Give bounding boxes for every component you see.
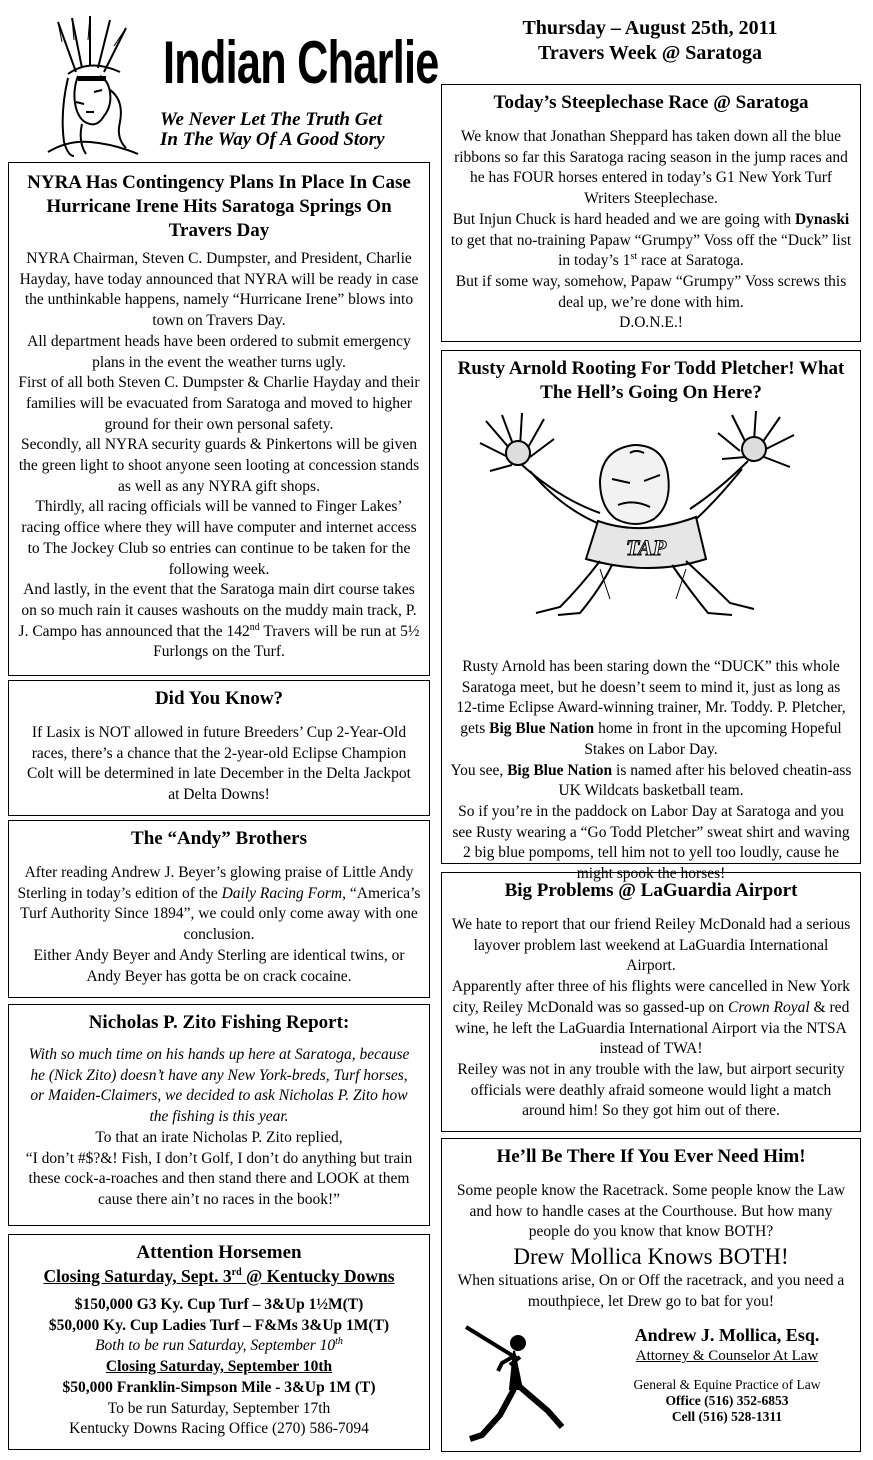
mollica-ad-body: Some people know the Racetrack. Some people know the Law and how to handle cases at the Courthouse. But how many people do you know that know BOTH? Drew Mollica Knows BOTH! When situations arise, On or Off the racetrack, and you need a mouthpiece, let Drew go to bat for you! — [450, 1181, 852, 1313]
run-date: To be run Saturday, September 17th — [107, 1399, 331, 1417]
nyra-paragraph: All department heads have been ordered to submit emergency plans in the event the weather turns ugly. — [27, 332, 411, 371]
nyra-paragraph: NYRA Chairman, Steven C. Dumpster, and President, Charlie Hayday, have today announced that NYRA will be ready in case the unthinkable happens, namely “Hurricane Irene” blows into town on Travers Day. — [19, 250, 419, 330]
steeplechase-body: We know that Jonathan Sheppard has taken down all the blue ribbons so far this Saratoga racing season in the jump races and he has FOUR horses entered in today’s G1 New York Turf Writers Steeplechase. But Injun Chuck is hard headed and we are going with Dynaski to get that no-training Papaw “Grumpy” Voss off the “Duck” list in today’s 1st race at Saratoga. But if some way, somehow, Papaw “Grumpy” Voss screws this deal up, we’re done with him. D.O.N.E.! — [450, 128, 852, 332]
rusty-arnold-cartoon — [450, 409, 852, 619]
zito-reply: To that an irate Nicholas P. Zito replied, — [95, 1128, 343, 1146]
date-line: Thursday – August 25th, 2011 — [522, 17, 778, 39]
nyra-paragraph: Thirdly, all racing officials will be vanned to Finger Lakes’ racing office where they will have computer and internet access to The Jockey Club so entries can continue to be taken for the following week. — [21, 498, 417, 578]
nyra-body — [15, 249, 423, 663]
rusty-arnold-headline: Rusty Arnold Rooting For Todd Pletcher! What The Hell’s Going On Here? — [457, 358, 845, 403]
mollica-ad — [441, 1138, 861, 1452]
attorney-card — [592, 1325, 862, 1425]
andy-brothers-body: After reading Andrew J. Beyer’s glowing praise of Little Andy Sterling in today’s edition of the Daily Racing Form, “America’s Turf Authority Since 1894”, we could only come away with one conclusion. Either Andy Beyer and Andy Sterling are identical twins, or Andy Beyer has gotta be on crack cocaine. — [17, 864, 421, 985]
tagline-line-1: We Never Let The Truth Get — [160, 109, 383, 130]
masthead — [8, 8, 439, 158]
andy-brothers-article — [8, 820, 430, 998]
newspaper-name: Indian Charlie — [163, 29, 439, 96]
week-line: Travers Week @ Saratoga — [538, 42, 762, 64]
cell-phone: Cell (516) 528-1311 — [671, 1409, 783, 1424]
nyra-paragraph: Secondly, all NYRA security guards & Pinkertons will be given the green light to shoot anyone seen looting at concession stands as well as any NYRA gift shops. — [18, 436, 420, 495]
race-listing: $50,000 Ky. Cup Ladies Turf – F&Ms 3&Up 1M(T) — [48, 1316, 390, 1334]
race-listing: $50,000 Franklin-Simpson Mile - 3&Up 1M (T) — [62, 1378, 376, 1396]
nyra-headline: NYRA Has Contingency Plans In Place In Case Hurricane Irene Hits Saratoga Springs On Travers Day — [27, 172, 411, 241]
nyra-paragraph: And lastly, in the event that the Saratoga main dirt course takes on so much rain it causes washouts on the muddy main track, P. J. Campo has announced that the 142nd Travers will be run at 5½ Furlongs on the Turf. — [18, 581, 420, 661]
mollica-ad-headline: He’ll Be There If You Ever Need Him! — [496, 1146, 806, 1167]
nyra-paragraph: First of all both Steven C. Dumpster & Charlie Hayday and their families will be evacuated from Saratoga and moved to higher ground for their own personal safety. — [18, 374, 420, 433]
office-phone: Office (516) 352-6853 — [665, 1393, 789, 1408]
indian-head-logo — [38, 12, 153, 158]
race-listing: $150,000 G3 Ky. Cup Turf – 3&Up 1½M(T) — [74, 1296, 364, 1313]
did-you-know-body: If Lasix is NOT allowed in future Breeders’ Cup 2-Year-Old races, there’s a chance that the 2-year-old Eclipse Champion Colt will be determined in late December in the Delta Jackpot at Delta Downs! — [27, 724, 411, 804]
steeplechase-headline: Today’s Steeplechase Race @ Saratoga — [493, 92, 809, 113]
attorney-role: Attorney & Counselor At Law — [635, 1348, 819, 1364]
zito-headline: Nicholas P. Zito Fishing Report: — [88, 1012, 350, 1033]
drew-mollica-knows-both: Drew Mollica Knows BOTH! — [513, 1244, 789, 1270]
closing-date: Closing Saturday, September 10th — [105, 1358, 333, 1376]
laguardia-article — [441, 872, 861, 1132]
tagline — [160, 110, 430, 150]
horsemen-headline: Attention Horsemen — [136, 1242, 302, 1263]
rusty-arnold-article — [441, 350, 861, 883]
pompom-left — [480, 413, 554, 471]
racing-office: Kentucky Downs Racing Office (270) 586-7094 — [69, 1420, 369, 1438]
did-you-know-headline: Did You Know? — [154, 688, 284, 709]
run-date: Both to be run Saturday, September 10th — [95, 1336, 343, 1355]
practice-line: General & Equine Practice of Law — [633, 1377, 821, 1392]
tagline-line-2: In The Way Of A Good Story — [160, 129, 385, 150]
horsemen-body — [15, 1295, 423, 1440]
zito-article — [8, 1004, 430, 1226]
steeplechase-article — [441, 84, 861, 342]
did-you-know-article — [8, 680, 430, 816]
attorney-name: Andrew J. Mollica, Esq. — [634, 1325, 820, 1345]
pompom-right — [718, 411, 794, 467]
zito-body — [15, 1045, 423, 1211]
zito-quote: “I don’t #$?&! Fish, I don’t Golf, I don’t do anything but train these cock-a-roaches and then stand there and LOOK at them cause there ain’t no races in the book!” — [25, 1149, 413, 1208]
zito-intro: With so much time on his hands up here at Saratoga, because he (Nick Zito) doesn’t have any New York-breds, Turf horses, or Maiden-Claimers, we decided to ask Nicholas P. Zito how the fishing is this year. — [28, 1046, 410, 1126]
shirt-logo: TAP — [625, 535, 667, 560]
rusty-arnold-body: Rusty Arnold has been staring down the “DUCK” this whole Saratoga meet, but he doesn’t seem to mind it, just as long as 12-time Eclipse Award-winning trainer, Mr. Toddy. P. Pletcher, gets Big Blue Nation home in front in the upcoming Hopeful Stakes on Labor Day. You see, Big Blue Nation is named after his beloved cheatin-ass UK Wildcats basketball team. So if you’re in the paddock on Labor Day at Saratoga and you see Rusty wearing a “Go Todd Pletcher” sweat shirt and waving 2 big blue pompoms, tell him not to yell too loudly, cause he might spook the horses! — [450, 658, 852, 883]
andy-brothers-headline: The “Andy” Brothers — [131, 828, 307, 849]
nyra-article — [8, 162, 430, 676]
laguardia-headline: Big Problems @ LaGuardia Airport — [504, 880, 798, 901]
laguardia-body: We hate to report that our friend Reiley McDonald had a serious layover problem last weekend at LaGuardia International Airport. Apparently after three of his flights were cancelled in New York city, Reiley McDonald was so gassed-up on Crown Royal & red wine, he left the LaGuardia International Airport via the NTSA instead of TWA! Reiley was not in any trouble with the law, but airport security officials were deathly afraid someone would light a match around him! So they got him out of there. — [451, 916, 851, 1120]
baseball-batter-icon — [462, 1319, 570, 1443]
closing-kentucky-downs: Closing Saturday, Sept. 3rd @ Kentucky Downs — [43, 1266, 395, 1286]
horsemen-ad — [8, 1234, 430, 1450]
